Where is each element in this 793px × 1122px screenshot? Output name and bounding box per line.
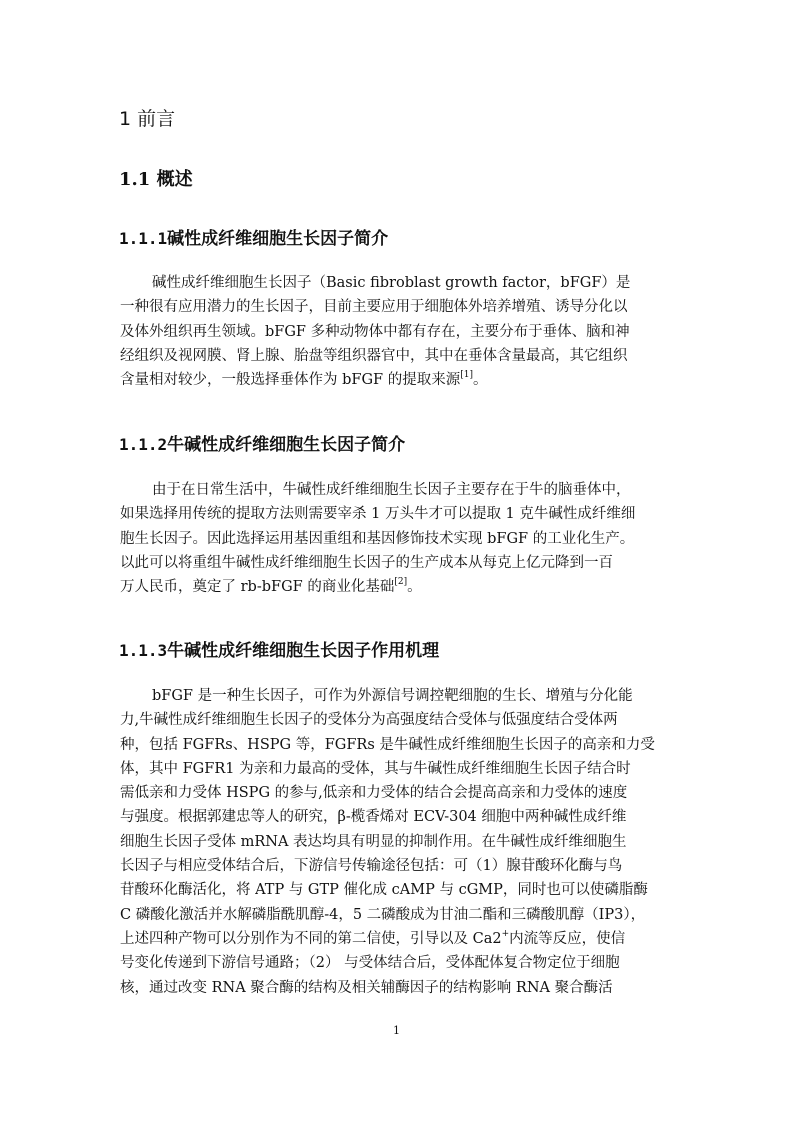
paragraph-line: 力,牛碱性成纤维细胞生长因子的受体分为高强度结合受体与低强度结合受体两 (120, 712, 618, 729)
section-number: 1.1.3 (119, 641, 168, 660)
paragraph-line: 以此可以将重组牛碱性成纤维细胞生长因子的生产成本从每克上亿元降到一百 (120, 554, 613, 571)
paragraph-line: 如果选择用传统的提取方法则需要宰杀 1 万头牛才可以提取 1 克牛碱性成纤维细 (120, 506, 636, 523)
line-text: 上述四种产物可以分别作为不同的第二信使，引导以及 Ca2 (120, 930, 502, 947)
paragraph-line (120, 575, 678, 599)
paragraph-line: 及体外组织再生领域。bFGF 多种动物体中都有存在，主要分布于垂体、脑和神 (120, 323, 630, 340)
paragraph-1-1-3 (120, 684, 678, 1000)
paragraph-line: 号变化传递到下游信号通路；（2） 与受体结合后，受体配体复合物定位于细胞 (120, 955, 620, 972)
page-number: 1 (393, 1024, 400, 1037)
paragraph-line: 碱性成纤维细胞生长因子（Basic fibroblast growth factor，bFGF）是 (152, 275, 631, 291)
paragraph-line: 一种很有应用潜力的生长因子，目前主要应用于细胞体外培养增殖、诱导分化以 (120, 299, 628, 316)
section-title: 牛碱性成纤维细胞生长因子作用机理 (167, 641, 440, 661)
paragraph-line: 经组织及视网膜、肾上腺、胎盘等组织器官中，其中在垂体含量最高，其它组织 (120, 347, 628, 364)
paragraph-line: 种，包括 FGFRs、HSPG 等，FGFRs 是牛碱性成纤维细胞生长因子的高亲和力受 (120, 736, 655, 753)
heading-2: 1.1 概述 (119, 169, 193, 190)
section-number: 1.1.1 (119, 229, 168, 248)
paragraph-line: 长因子与相应受体结合后，下游信号传输途径包括：可（1）腺苷酸环化酶与鸟 (120, 858, 623, 875)
paragraph-line: 需低亲和力受体 HSPG 的参与,低亲和力受体的结合会提高高亲和力受体的速度 (120, 785, 628, 802)
heading-1: 1 前言 (119, 108, 176, 130)
section-title: 碱性成纤维细胞生长因子简介 (167, 229, 389, 249)
citation-ref: [1] (460, 370, 473, 381)
section-title: 牛碱性成纤维细胞生长因子简介 (167, 435, 406, 455)
paragraph-line: bFGF 是一种生长因子，可作为外源信号调控靶细胞的生长、增殖与分化能 (152, 688, 633, 704)
paragraph-line (120, 368, 678, 392)
line-text: 含量相对较少，一般选择垂体作为 bFGF 的提取来源 (120, 372, 461, 389)
paragraph-line: C 磷酸化激活并水解磷脂酰肌醇-4，5 二磷酸成为甘油二酯和三磷酸肌醇（IP3）， (120, 906, 646, 923)
section-heading-1-1-3 (119, 636, 439, 661)
paragraph-line: 体，其中 FGFR1 为亲和力最高的受体，其与牛碱性成纤维细胞生长因子结合时 (120, 760, 631, 777)
paragraph-line: 苷酸环化酶活化，将 ATP 与 GTP 催化成 cAMP 与 cGMP，同时也可以使磷脂酶 (120, 882, 648, 899)
citation-ref: [2] (394, 577, 408, 588)
line-tail: 。 (472, 372, 488, 389)
paragraph-line: 细胞生长因子受体 mRNA 表达均具有明显的抑制作用。在牛碱性成纤维细胞生 (120, 833, 627, 850)
section-number: 1.1.2 (119, 435, 168, 454)
paragraph-line (120, 927, 678, 951)
paragraph-line: 与强度。根据郭建忠等人的研究，β-榄香烯对 ECV-304 细胞中两种碱性成纤维 (120, 809, 627, 826)
superscript-plus: + (501, 928, 510, 939)
paragraph-1-1-2 (120, 478, 678, 599)
section-heading-1-1-2 (119, 430, 405, 455)
paragraph-1-1-1 (120, 271, 678, 392)
paragraph-line: 核，通过改变 RNA 聚合酶的结构及相关辅酶因子的结构影响 RNA 聚合酶活 (120, 979, 613, 996)
section-heading-1-1-1 (119, 224, 388, 249)
line-text: 万人民币，奠定了 rb-bFGF 的商业化基础 (120, 579, 395, 596)
line-tail: 。 (407, 579, 422, 596)
line-tail: 内流等反应，使信 (509, 930, 626, 947)
paragraph-line: 由于在日常生活中，牛碱性成纤维细胞生长因子主要存在于牛的脑垂体中， (152, 482, 631, 498)
paragraph-line: 胞生长因子。因此选择运用基因重组和基因修饰技术实现 bFGF 的工业化生产。 (120, 530, 635, 547)
